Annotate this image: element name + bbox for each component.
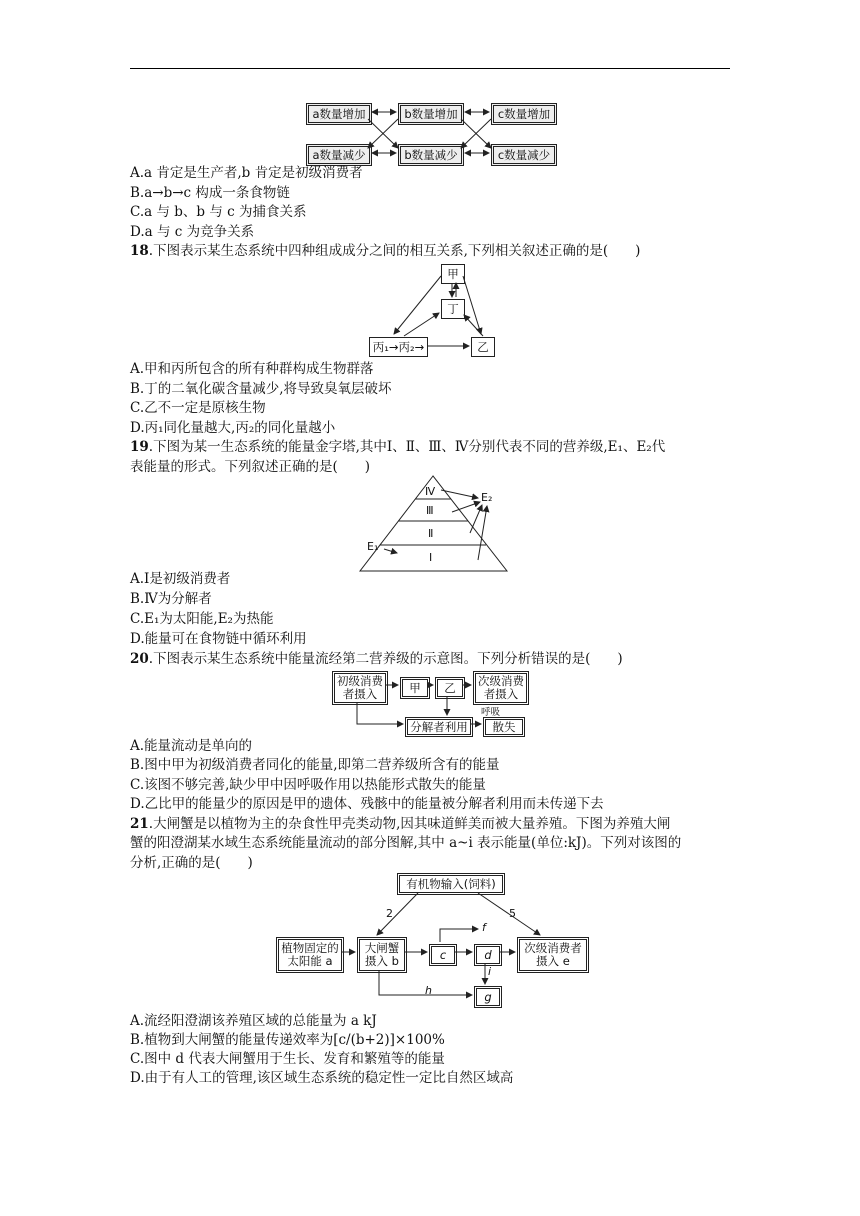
label-i: i: [488, 965, 492, 978]
yi-box: 乙: [435, 677, 465, 699]
a-decrease-box: a数量减少: [306, 144, 372, 166]
q21-option-c: C.图中 d 代表大闸蟹用于生长、发育和繁殖等的能量: [130, 1051, 445, 1067]
c-decrease-box: c数量减少: [491, 144, 557, 166]
plant-box: 植物固定的太阳能 a: [276, 937, 344, 973]
respiration-label: 呼吸: [481, 707, 501, 718]
yi-box: 乙: [471, 337, 495, 357]
c-box: c: [429, 944, 457, 966]
b-decrease-box: b数量减少: [398, 144, 464, 166]
dissipated-box: 散失: [483, 717, 525, 737]
q18-option-a: A.甲和丙所包含的所有种群构成生物群落: [130, 361, 374, 377]
q17-option-d: D.a 与 c 为竞争关系: [130, 224, 255, 240]
bing-box: 丙₁→丙₂→: [369, 337, 428, 357]
q18-option-c: C.乙不一定是原核生物: [130, 400, 266, 416]
jia-box: 甲: [400, 677, 430, 699]
primary-consumer-intake-box: 初级消费者摄入: [332, 671, 388, 705]
a-increase-box: a数量增加: [306, 103, 372, 125]
level-3-label: Ⅲ: [426, 504, 434, 517]
label-h: h: [425, 984, 432, 997]
level-1-label: Ⅰ: [429, 551, 433, 564]
q21-option-d: D.由于有人工的管理,该区域生态系统的稳定性一定比自然区域高: [130, 1070, 514, 1086]
q20-option-b: B.图中甲为初级消费者同化的能量,即第二营养级所含有的能量: [130, 757, 500, 773]
q19-option-c: C.E₁为太阳能,E₂为热能: [130, 611, 274, 627]
e2-label: E₂: [481, 491, 493, 504]
q19-number: 19: [130, 439, 149, 455]
q19-option-a: A.Ⅰ是初级消费者: [130, 571, 231, 587]
label-f: f: [482, 921, 486, 934]
ding-box: 丁: [441, 299, 465, 319]
jia-box: 甲: [441, 264, 465, 284]
level-4-label: Ⅳ: [425, 485, 436, 498]
level-2-label: Ⅱ: [428, 527, 434, 540]
q17-option-b: B.a→b→c 构成一条食物链: [130, 185, 290, 201]
secondary-consumer-intake-box: 次级消费者摄入: [473, 671, 529, 705]
c-increase-box: c数量增加: [491, 103, 557, 125]
label-5: 5: [509, 907, 516, 920]
q21-option-a: A.流经阳澄湖该养殖区域的总能量为 a kJ: [130, 1013, 377, 1029]
q18-option-b: B.丁的二氧化碳含量减少,将导致臭氧层破坏: [130, 381, 392, 397]
decomposer-box: 分解者利用: [405, 717, 473, 737]
q20-option-a: A.能量流动是单向的: [130, 738, 253, 754]
b-increase-box: b数量增加: [398, 103, 464, 125]
q18-number: 18: [130, 243, 149, 259]
q19-option-d: D.能量可在食物链中循环利用: [130, 631, 307, 647]
q19-stem-line2: 表能量的形式。下列叙述正确的是( ): [130, 459, 371, 475]
q21-stem-line3: 分析,正确的是( ): [130, 855, 253, 871]
q20-number: 20: [130, 651, 149, 667]
organic-input-box: 有机物输入(饲料): [397, 873, 505, 895]
label-2: 2: [386, 907, 393, 920]
q19-stem-text: .下图为某一生态系统的能量金字塔,其中Ⅰ、Ⅱ、Ⅲ、Ⅳ分别代表不同的营养级,E₁、E₂代: [148, 439, 666, 455]
q17-option-c: C.a 与 b、b 与 c 为捕食关系: [130, 204, 307, 220]
q18-stem-text: .下图表示某生态系统中四种组成成分之间的相互关系,下列相关叙述正确的是( ): [148, 243, 641, 259]
q20-stem-text: .下图表示某生态系统中能量流经第二营养级的示意图。下列分析错误的是( ): [148, 651, 623, 667]
secondary-consumer-box: 次级消费者摄入 e: [517, 937, 589, 973]
e1-label: E₁: [367, 540, 379, 553]
q17-option-a: A.a 肯定是生产者,b 肯定是初级消费者: [130, 165, 363, 181]
g-box: g: [474, 986, 502, 1008]
crab-intake-box: 大闸蟹摄入 b: [357, 937, 407, 973]
q21-stem-line2: 蟹的阳澄湖某水域生态系统能量流动的部分图解,其中 a~i 表示能量(单位:kJ)。下列对该图的: [130, 835, 682, 851]
q18-option-d: D.丙₁同化量越大,丙₂的同化量越小: [130, 420, 336, 436]
q21-option-b: B.植物到大闸蟹的能量传递效率为[c/(b+2)]×100%: [130, 1032, 445, 1048]
q20-option-c: C.该图不够完善,缺少甲中因呼吸作用以热能形式散失的能量: [130, 777, 486, 793]
q20-option-d: D.乙比甲的能量少的原因是甲的遗体、残骸中的能量被分解者利用而未传递下去: [130, 796, 604, 812]
d-box: d: [474, 944, 502, 966]
q19-option-b: B.Ⅳ为分解者: [130, 591, 212, 607]
q21-stem-text: .大闸蟹是以植物为主的杂食性甲壳类动物,因其味道鲜美而被大量养殖。下图为养殖大闸: [148, 816, 671, 832]
q21-number: 21: [130, 816, 149, 832]
